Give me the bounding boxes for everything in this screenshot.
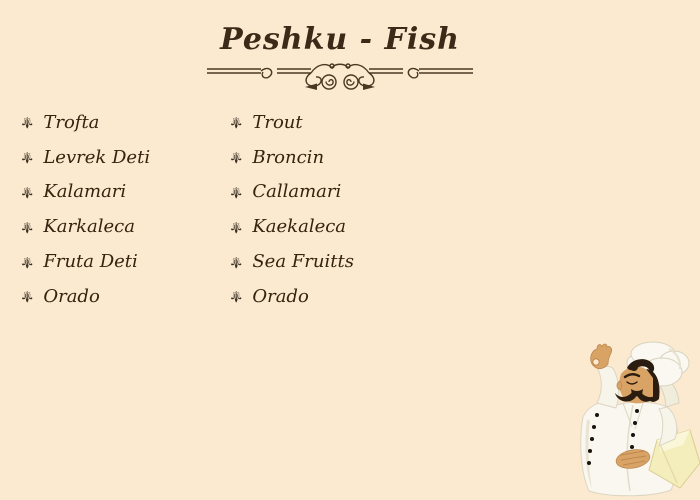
fleur-de-lis-icon: ⚜	[20, 217, 35, 237]
fleur-de-lis-icon: ⚜	[229, 182, 244, 202]
menu-item	[229, 244, 354, 279]
menu-item-label: Kaekaleca	[252, 216, 347, 238]
menu-item	[229, 279, 354, 314]
menu-item-label: Orado	[43, 285, 100, 307]
menu-item-label: Broncin	[252, 146, 325, 168]
menu-item-label: Levrek Deti	[43, 146, 151, 168]
fleur-de-lis-icon: ⚜	[20, 113, 35, 133]
fleur-de-lis-icon: ⚜	[20, 287, 35, 307]
menu-item	[229, 209, 354, 244]
menu-item	[20, 244, 150, 279]
menu-item	[20, 140, 150, 175]
menu-item	[229, 175, 354, 210]
fleur-de-lis-icon: ⚜	[20, 252, 35, 272]
flourish-divider-icon	[205, 60, 475, 92]
fleur-de-lis-icon: ⚜	[229, 217, 244, 237]
menu-item	[229, 140, 354, 175]
menu-item-label: Kalamari	[43, 181, 127, 203]
menu-column-left	[20, 105, 150, 314]
menu-item-label: Callamari	[252, 181, 342, 203]
menu-item-label: Trofta	[43, 111, 100, 133]
menu-item-label: Karkaleca	[43, 216, 135, 238]
ornamental-divider	[0, 60, 680, 96]
menu-item	[20, 209, 150, 244]
menu-item	[20, 105, 150, 140]
fleur-de-lis-icon: ⚜	[20, 182, 35, 202]
chef-illustration	[575, 341, 700, 500]
menu-item	[20, 175, 150, 210]
menu-column-right	[229, 105, 354, 314]
fleur-de-lis-icon: ⚜	[229, 148, 244, 168]
menu-item-label: Trout	[252, 111, 303, 133]
menu-item	[20, 279, 150, 314]
page-title: Peshku - Fish	[220, 22, 460, 57]
fleur-de-lis-icon: ⚜	[229, 287, 244, 307]
fleur-de-lis-icon: ⚜	[229, 252, 244, 272]
fleur-de-lis-icon: ⚜	[229, 113, 244, 133]
menu-item-label: Sea Fruitts	[252, 251, 354, 273]
menu-item-label: Fruta Deti	[43, 251, 138, 273]
menu-header	[0, 22, 680, 96]
fleur-de-lis-icon: ⚜	[20, 148, 35, 168]
menu-item	[229, 105, 354, 140]
menu-item-label: Orado	[252, 285, 309, 307]
